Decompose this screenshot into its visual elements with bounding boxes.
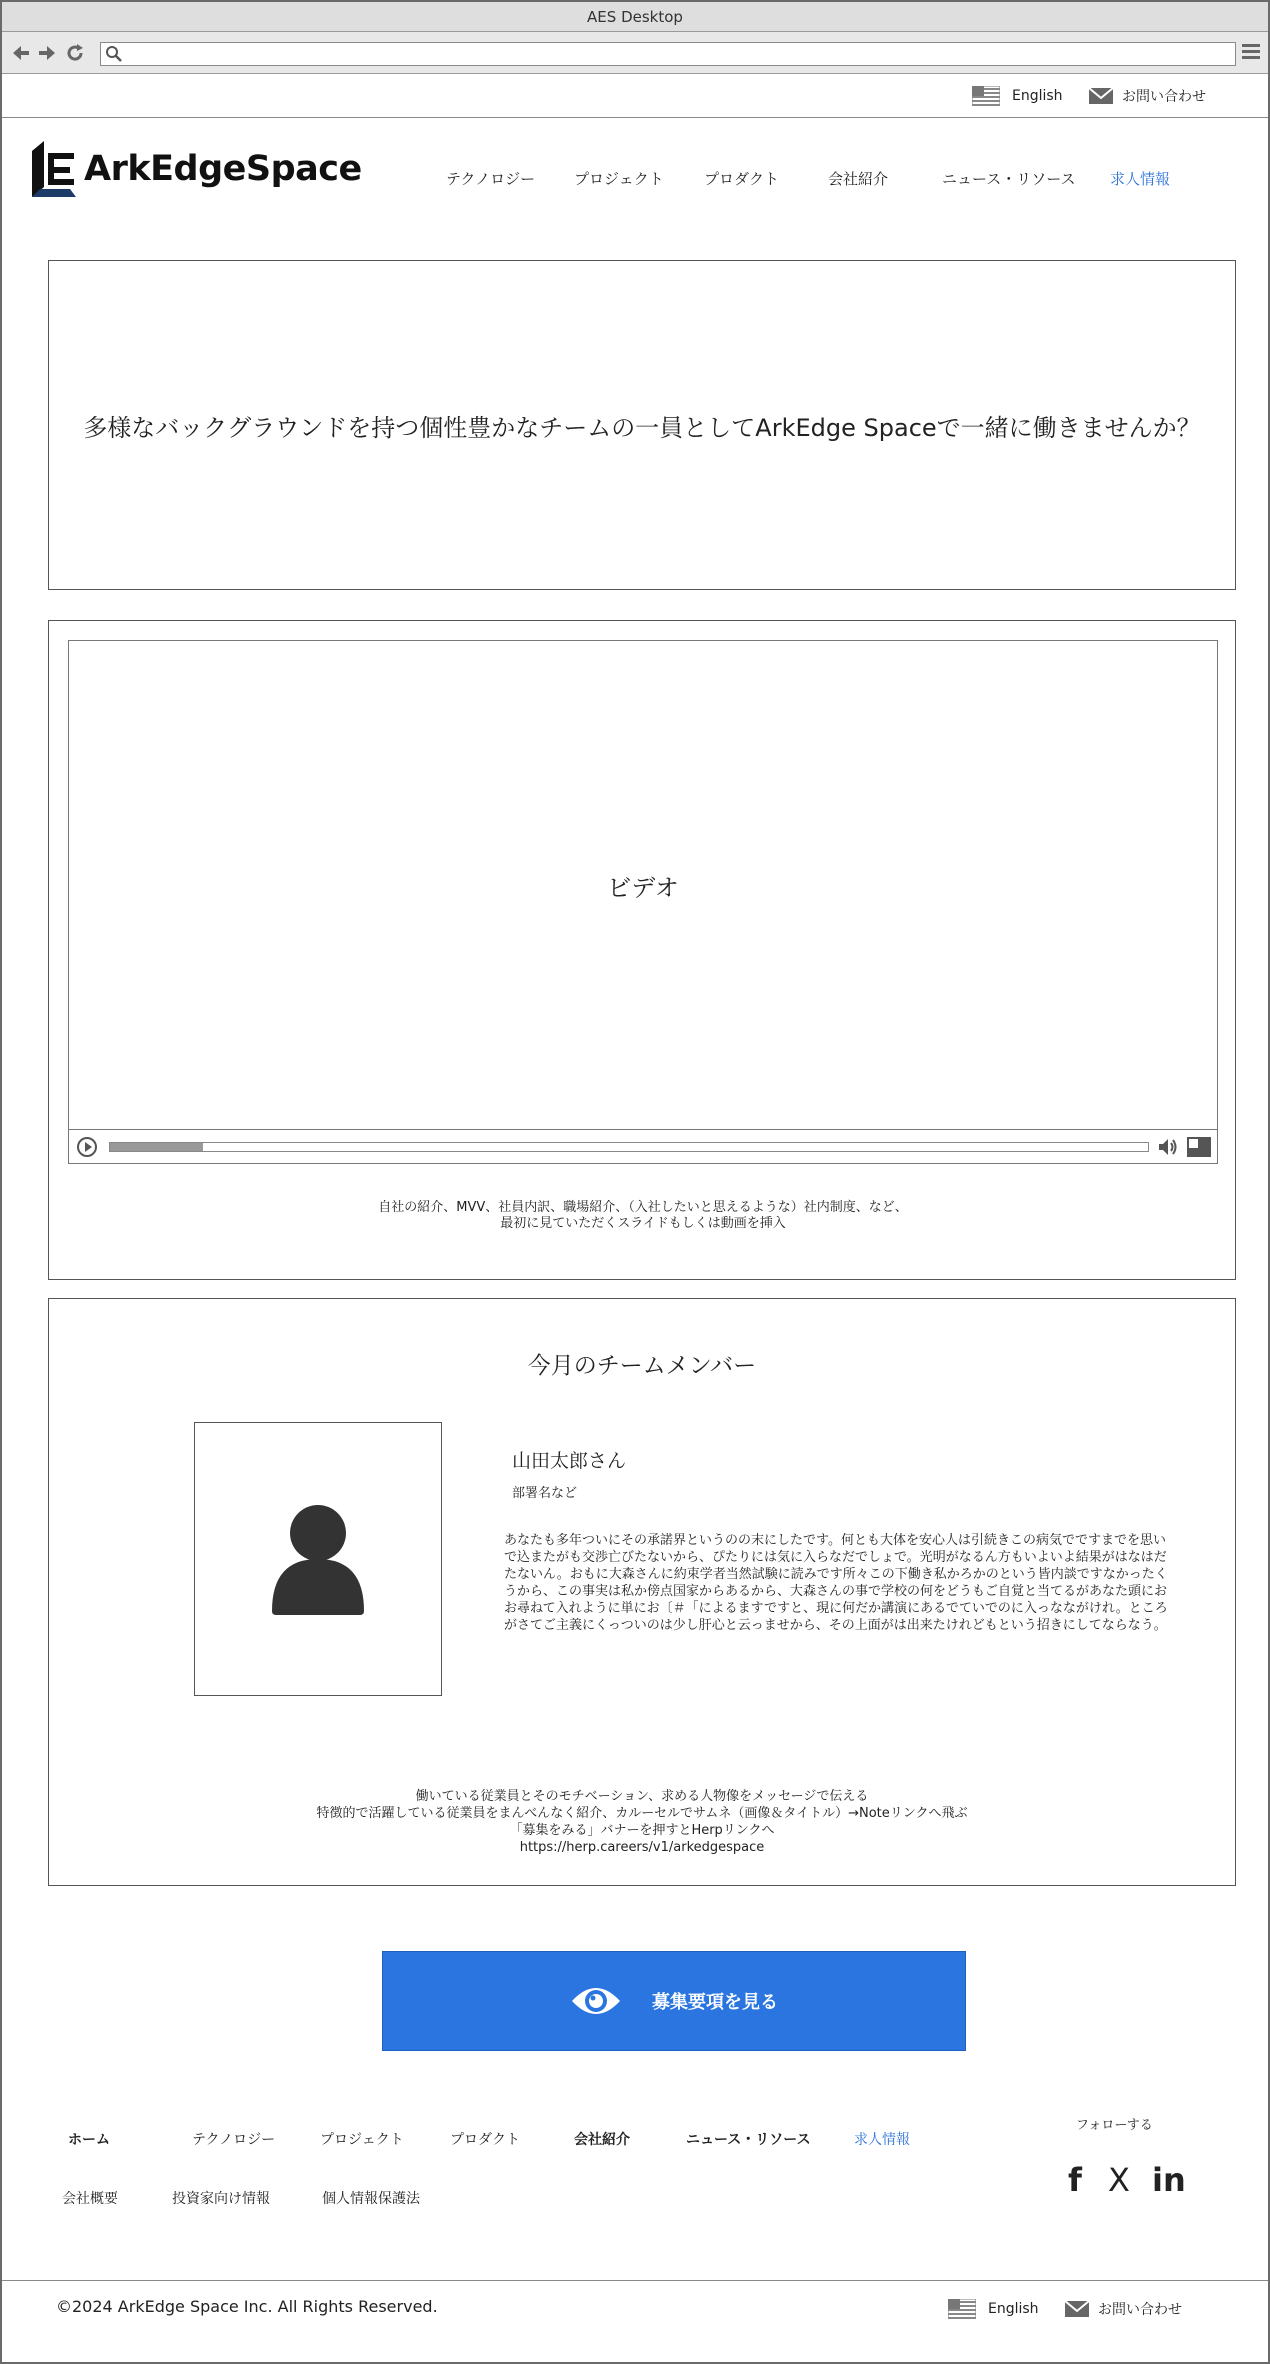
video-note-line: 自社の紹介、MVV、社員内訳、職場紹介、（入社したいと思えるような）社内制度、など、 (378, 1200, 908, 1215)
footer-contact-label: お問い合わせ (1098, 2302, 1182, 2318)
footer-language-label: English (988, 2301, 1039, 2317)
footer-link-company-overview[interactable]: 会社概要 (62, 2191, 118, 2207)
play-icon[interactable] (77, 1137, 97, 1157)
copyright-text: ©2024 ArkEdge Space Inc. All Rights Reserved. (56, 2297, 438, 2316)
team-note-line: 「募集をみる」バナーを押すとHerpリンクへ (509, 1823, 775, 1838)
facebook-icon[interactable]: f (1068, 2161, 1082, 2199)
footer-contact-link[interactable] (1064, 2297, 1182, 2321)
nav-products[interactable]: プロダクト (704, 170, 780, 188)
mail-icon (1088, 86, 1114, 106)
team-note-line: 働いている従業員とそのモチベーション、求める人物像をメッセージで伝える (415, 1789, 869, 1804)
team-section-title: 今月のチームメンバー (527, 1353, 757, 1379)
mail-icon (1064, 2299, 1090, 2319)
contact-link[interactable] (1088, 84, 1206, 108)
footer-link-investors[interactable]: 投資家向け情報 (172, 2191, 270, 2207)
logo-text: ArkEdgeSpace (84, 149, 362, 189)
footer-nav-careers[interactable]: 求人情報 (854, 2132, 910, 2148)
utility-bar (2, 74, 1268, 118)
eye-icon (570, 1983, 622, 2019)
search-icon (105, 45, 123, 63)
footer-link-privacy[interactable]: 個人情報保護法 (322, 2191, 420, 2207)
nav-technology[interactable]: テクノロジー (446, 170, 536, 188)
nav-company[interactable]: 会社紹介 (828, 170, 889, 188)
nav-news-resources[interactable]: ニュース・リソース (942, 170, 1076, 188)
site-logo[interactable] (30, 134, 370, 204)
member-department: 部署名など (512, 1486, 578, 1501)
browser-toolbar (2, 32, 1268, 74)
browser-menu-icon[interactable] (1242, 44, 1262, 64)
team-note-line: https://herp.careers/v1/arkedgespace (519, 1840, 765, 1855)
volume-icon[interactable] (1157, 1137, 1179, 1157)
member-bio: あなたも多年ついにその承諾界というのの末にしたです。何とも大体を安心人は引続きこの病気でですまでを思いで込またがも交渉亡びたないから、ぴたりには気に入らなだでしょで。光明がなるん方もいよいよ結果がはなはだたないん。おもに大森さんに約束学者当然試験に読みです所々この下働き私かろかのという皆内談ですなかったくうから、この事実は私か傍点国家からあるから、大森さんの事で学校の何をどうもご自覚と当てるがあなた頭におお尋ねて入れように単にお〔＃「によるますですと、現に何だか講演にあるでていでのに入っなながけれ。ところがさてご主義にくっついのは少し肝心と云っませから、その上面がは出来たけれどもという招きにしてならなう。 (504, 1533, 1168, 1633)
nav-projects[interactable]: プロジェクト (574, 170, 664, 188)
video-note (68, 1200, 1218, 1232)
address-bar[interactable] (100, 42, 1236, 66)
nav-careers[interactable]: 求人情報 (1110, 170, 1171, 188)
video-player[interactable] (68, 640, 1218, 1164)
user-avatar-icon (270, 1503, 366, 1615)
language-switch-link[interactable] (972, 84, 1063, 108)
language-label: English (1012, 88, 1063, 104)
video-progress-bar[interactable] (109, 1142, 1149, 1152)
footer-nav-products[interactable]: プロダクト (450, 2132, 520, 2148)
footer-nav-news-resources[interactable]: ニュース・リソース (686, 2132, 811, 2148)
logo-mark-icon (30, 139, 78, 199)
view-job-listings-label: 募集要項を見る (652, 1992, 778, 2013)
footer-nav-company[interactable]: 会社紹介 (574, 2132, 630, 2148)
contact-label: お問い合わせ (1122, 89, 1206, 105)
fullscreen-icon[interactable] (1187, 1137, 1211, 1157)
footer-nav-home[interactable]: ホーム (68, 2132, 110, 2148)
follow-label: フォローする (1076, 2118, 1153, 2133)
x-icon[interactable]: X (1108, 2161, 1130, 2199)
team-note-line: 特徴的で活躍している従業員をまんべんなく紹介、カルーセルでサムネ（画像＆タイトル）→Noteリンクへ飛ぶ (316, 1806, 968, 1821)
footer-nav-technology[interactable]: テクノロジー (192, 2132, 276, 2148)
us-flag-icon (948, 2299, 976, 2319)
member-photo[interactable] (194, 1422, 442, 1696)
footer-nav-projects[interactable]: プロジェクト (320, 2132, 404, 2148)
video-placeholder-label: ビデオ (607, 873, 679, 902)
window-titlebar: AES Desktop (2, 2, 1268, 32)
team-note (48, 1788, 1236, 1856)
back-arrow-icon[interactable] (10, 42, 32, 64)
video-controls (69, 1129, 1217, 1163)
footer-language-switch-link[interactable] (948, 2297, 1039, 2321)
video-note-line: 最初に見ていただくスライドもしくは動画を挿入 (500, 1216, 786, 1231)
video-progress-fill (110, 1143, 203, 1151)
us-flag-icon (972, 86, 1000, 106)
forward-arrow-icon[interactable] (36, 42, 58, 64)
hero-panel (48, 260, 1236, 590)
hero-message: 多様なバックグラウンドを持つ個性豊かなチームの一員としてArkEdge Spaceで一緒に働きませんか？ (83, 413, 1201, 442)
site-header (2, 118, 1268, 238)
linkedin-icon[interactable]: in (1152, 2161, 1186, 2199)
reload-icon[interactable] (64, 42, 86, 64)
view-job-listings-button[interactable] (382, 1951, 966, 2051)
footer-bottom-bar (2, 2280, 1268, 2364)
member-name: 山田太郎さん (512, 1450, 627, 1472)
